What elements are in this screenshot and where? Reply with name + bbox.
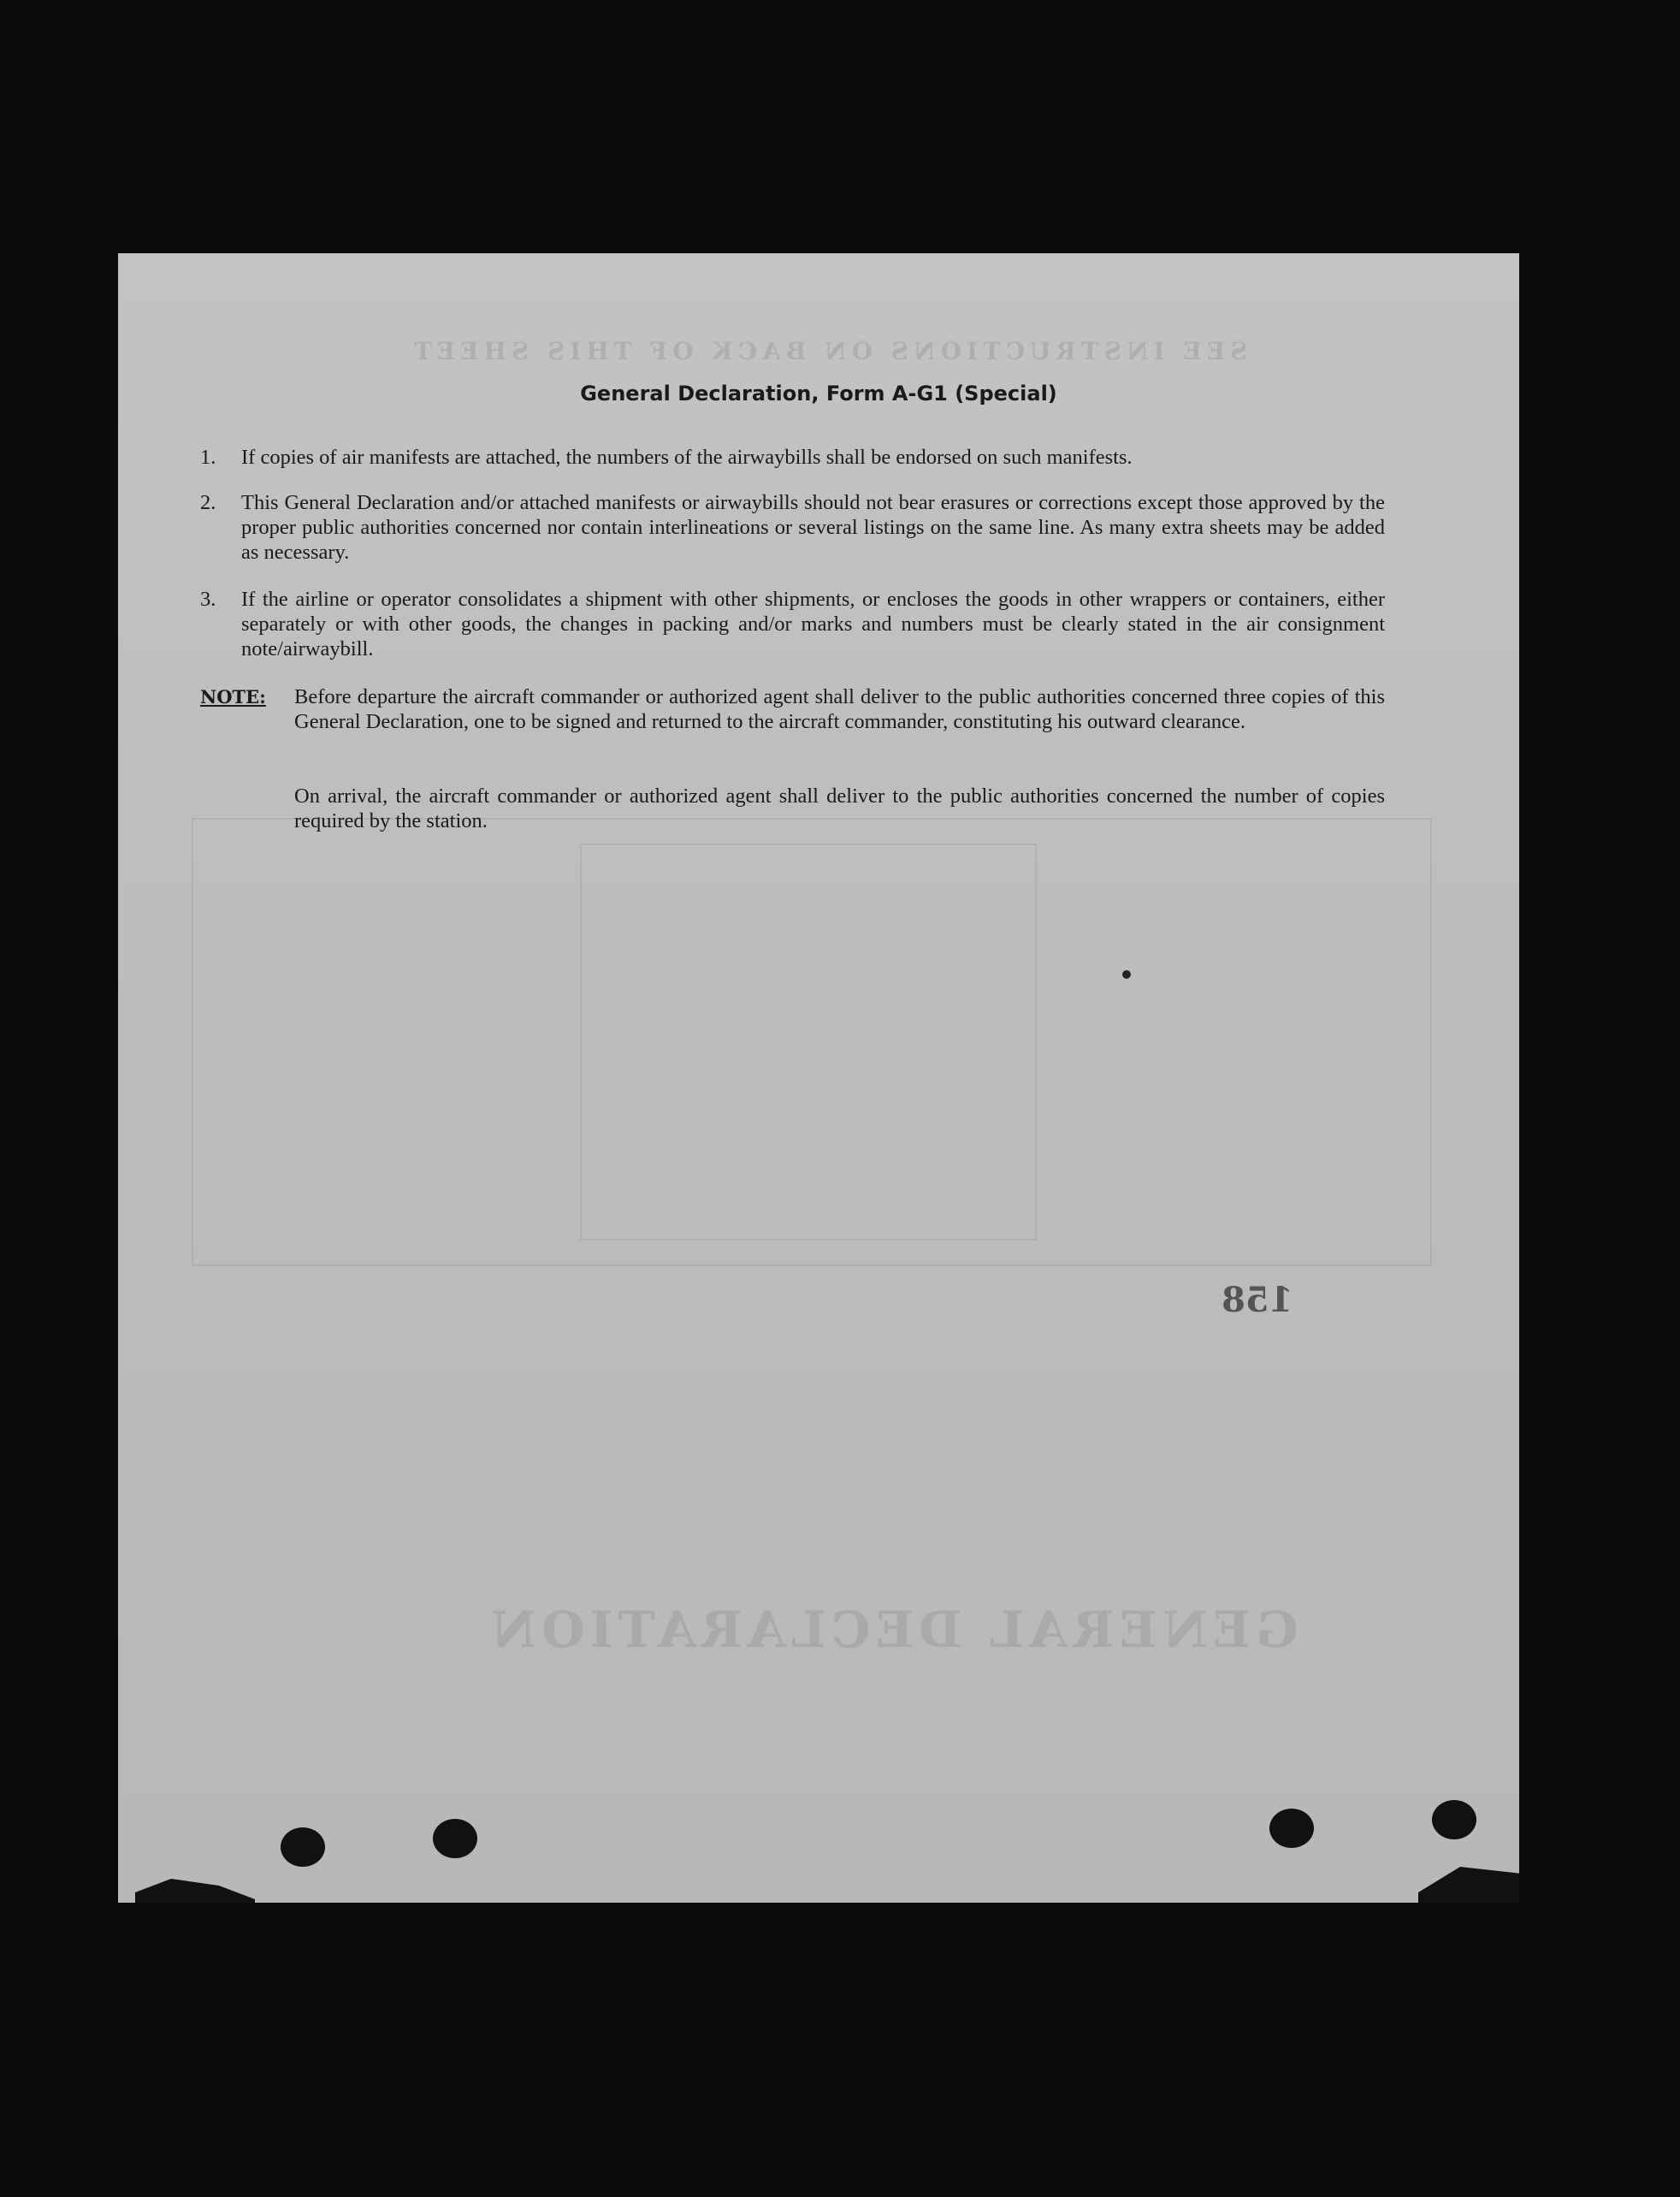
- instruction-item: [200, 490, 1385, 565]
- stamped-page-number: 158: [1222, 1280, 1293, 1320]
- instruction-item: [200, 445, 1385, 470]
- note-paragraph-departure: Before departure the aircraft commander or authorized agent shall deliver to the public authorities concerned three copies of this General Declaration, one to be signed and returned to the aircraft commander, constituting his outward clearance.: [294, 685, 1385, 733]
- item-text: If copies of air manifests are attached, the numbers of the airwaybills shall be endorsed on such manifests.: [241, 446, 1133, 469]
- note-label: NOTE:: [200, 686, 266, 708]
- ink-dot: [1122, 970, 1131, 979]
- note-block: [200, 684, 1385, 734]
- punch-hole: [433, 1819, 477, 1858]
- bleed-through-header: SEE INSTRUCTIONS ON BACK OF THIS SHEET: [409, 337, 1248, 365]
- note-paragraph-arrival: On arrival, the aircraft commander or authorized agent shall deliver to the public authorities concerned the number of copies required by the station.: [294, 785, 1385, 832]
- item-text: If the airline or operator consolidates a shipment with other shipments, or encloses the goods in other wrappers or containers, either separately or with other goods, the changes in packing and/or marks and numbers must be clearly stated in the air consignment note/airwaybill.: [241, 588, 1385, 660]
- punch-hole: [1269, 1809, 1314, 1848]
- item-number: 2.: [200, 491, 216, 514]
- punch-hole: [281, 1827, 325, 1867]
- paper-sheet: [118, 253, 1519, 1903]
- item-text: This General Declaration and/or attached manifests or airwaybills should not bear erasures or corrections except those approved by the proper public authorities concerned nor contain interlineations or several listings on the same line. As many extra sheets may be added as necessary.: [241, 491, 1385, 564]
- declaration-instructions: [118, 253, 1519, 1903]
- instruction-item: [200, 587, 1385, 661]
- punch-hole: [1432, 1800, 1476, 1839]
- item-number: 3.: [200, 588, 216, 611]
- bleed-through-big-title: GENERAL DECLARATION: [486, 1601, 1298, 1659]
- item-number: 1.: [200, 446, 216, 469]
- note-block-arrival: [200, 784, 1385, 833]
- document-title: General Declaration, Form A-G1 (Special): [580, 382, 1057, 406]
